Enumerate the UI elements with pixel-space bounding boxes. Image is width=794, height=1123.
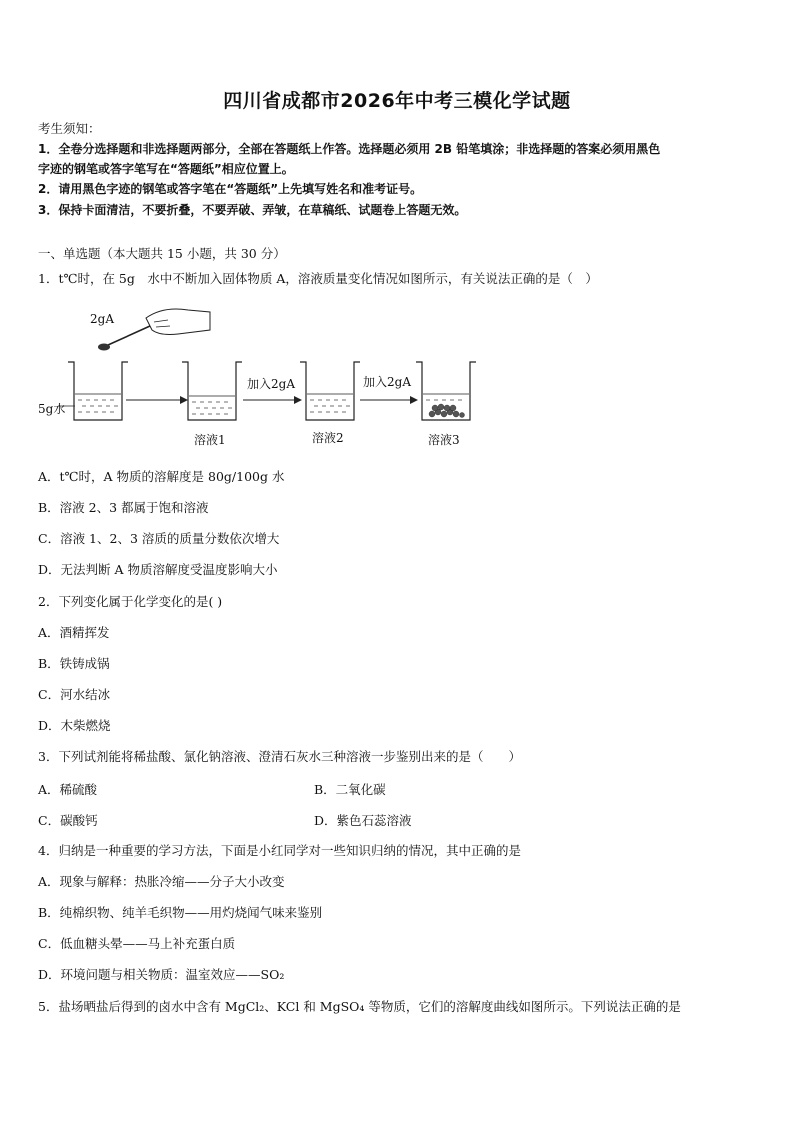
q3-option-d: D．紫色石蕊溶液: [314, 813, 412, 828]
q2-option-c: C．河水结冰: [38, 687, 111, 702]
notice-item: 字迹的钢笔或答字笔写在“答题纸”相应位置上。: [38, 162, 294, 176]
q3-option-b: B．二氧化碳: [314, 782, 386, 797]
question-1-stem: 1．t℃时，在 5g 水中不断加入固体物质 A，溶液质量变化情况如图所示，有关说法正确的是（ ）: [38, 271, 598, 286]
q2-option-a: A．酒精挥发: [38, 625, 110, 640]
beaker-icon: [416, 362, 476, 420]
arrow-label-2: 加入2gA: [363, 375, 411, 389]
q2-option-b: B．铁铸成锅: [38, 656, 110, 671]
spoon-label: 2gA: [90, 312, 114, 326]
notice-item: 2．请用黑色字迹的钢笔或答字笔在“答题纸”上先填写姓名和准考证号。: [38, 182, 423, 196]
notice-item: 3．保持卡面清洁，不要折叠，不要弄破、弄皱，在草稿纸、试题卷上答题无效。: [38, 203, 467, 217]
beaker-icon: [300, 362, 360, 420]
q4-option-a: A．现象与解释：热胀冷缩——分子大小改变: [38, 874, 285, 889]
beaker-icon: [182, 362, 242, 420]
beaker-label-1: 溶液1: [194, 433, 226, 447]
q2-option-d: D．木柴燃烧: [38, 718, 111, 733]
q4-option-b: B．纯棉织物、纯羊毛织物——用灼烧闻气味来鉴别: [38, 905, 323, 920]
q1-option-c: C．溶液 1、2、3 溶质的质量分数依次增大: [38, 531, 280, 546]
q1-option-a: A．t℃时，A 物质的溶解度是 80g/100g 水: [38, 469, 285, 484]
question-5-stem: 5．盐场晒盐后得到的卤水中含有 MgCl₂、KCl 和 MgSO₄ 等物质，它们的溶解度曲线如图所示。下列说法正确的是: [38, 999, 681, 1014]
q4-option-d: D．环境问题与相关物质：温室效应——SO₂: [38, 967, 285, 982]
question-4-stem: 4．归纳是一种重要的学习方法，下面是小红同学对一些知识归纳的情况，其中正确的是: [38, 843, 521, 858]
q3-option-c: C．碳酸钙: [38, 813, 98, 828]
section-heading: 一、单选题（本大题共 15 小题，共 30 分）: [38, 246, 286, 261]
q1-figure: [38, 300, 478, 450]
question-2-stem: 2．下列变化属于化学变化的是( ): [38, 594, 223, 609]
question-3-stem: 3．下列试剂能将稀盐酸、氯化钠溶液、澄清石灰水三种溶液一步鉴别出来的是（ ）: [38, 749, 521, 764]
beaker-label-3: 溶液3: [428, 433, 460, 447]
water-label: 5g水: [38, 402, 66, 416]
notice-heading: 考生须知：: [38, 121, 101, 136]
beaker-label-2: 溶液2: [312, 431, 344, 445]
q1-option-d: D．无法判断 A 物质溶解度受温度影响大小: [38, 562, 278, 577]
hand-spoon-icon: [98, 309, 210, 351]
notice-item: 1．全卷分选择题和非选择题两部分，全部在答题纸上作答。选择题必须用 2B 铅笔填涂；非选择题的答案必须用黑色: [38, 142, 661, 156]
beaker-icon: [68, 362, 128, 420]
arrow-label-1: 加入2gA: [247, 377, 295, 391]
q3-option-a: A．稀硫酸: [38, 782, 98, 797]
q1-option-b: B．溶液 2、3 都属于饱和溶液: [38, 500, 209, 515]
q4-option-c: C．低血糖头晕——马上补充蛋白质: [38, 936, 236, 951]
page-title: 四川省成都市2026年中考三模化学试题: [223, 90, 571, 112]
